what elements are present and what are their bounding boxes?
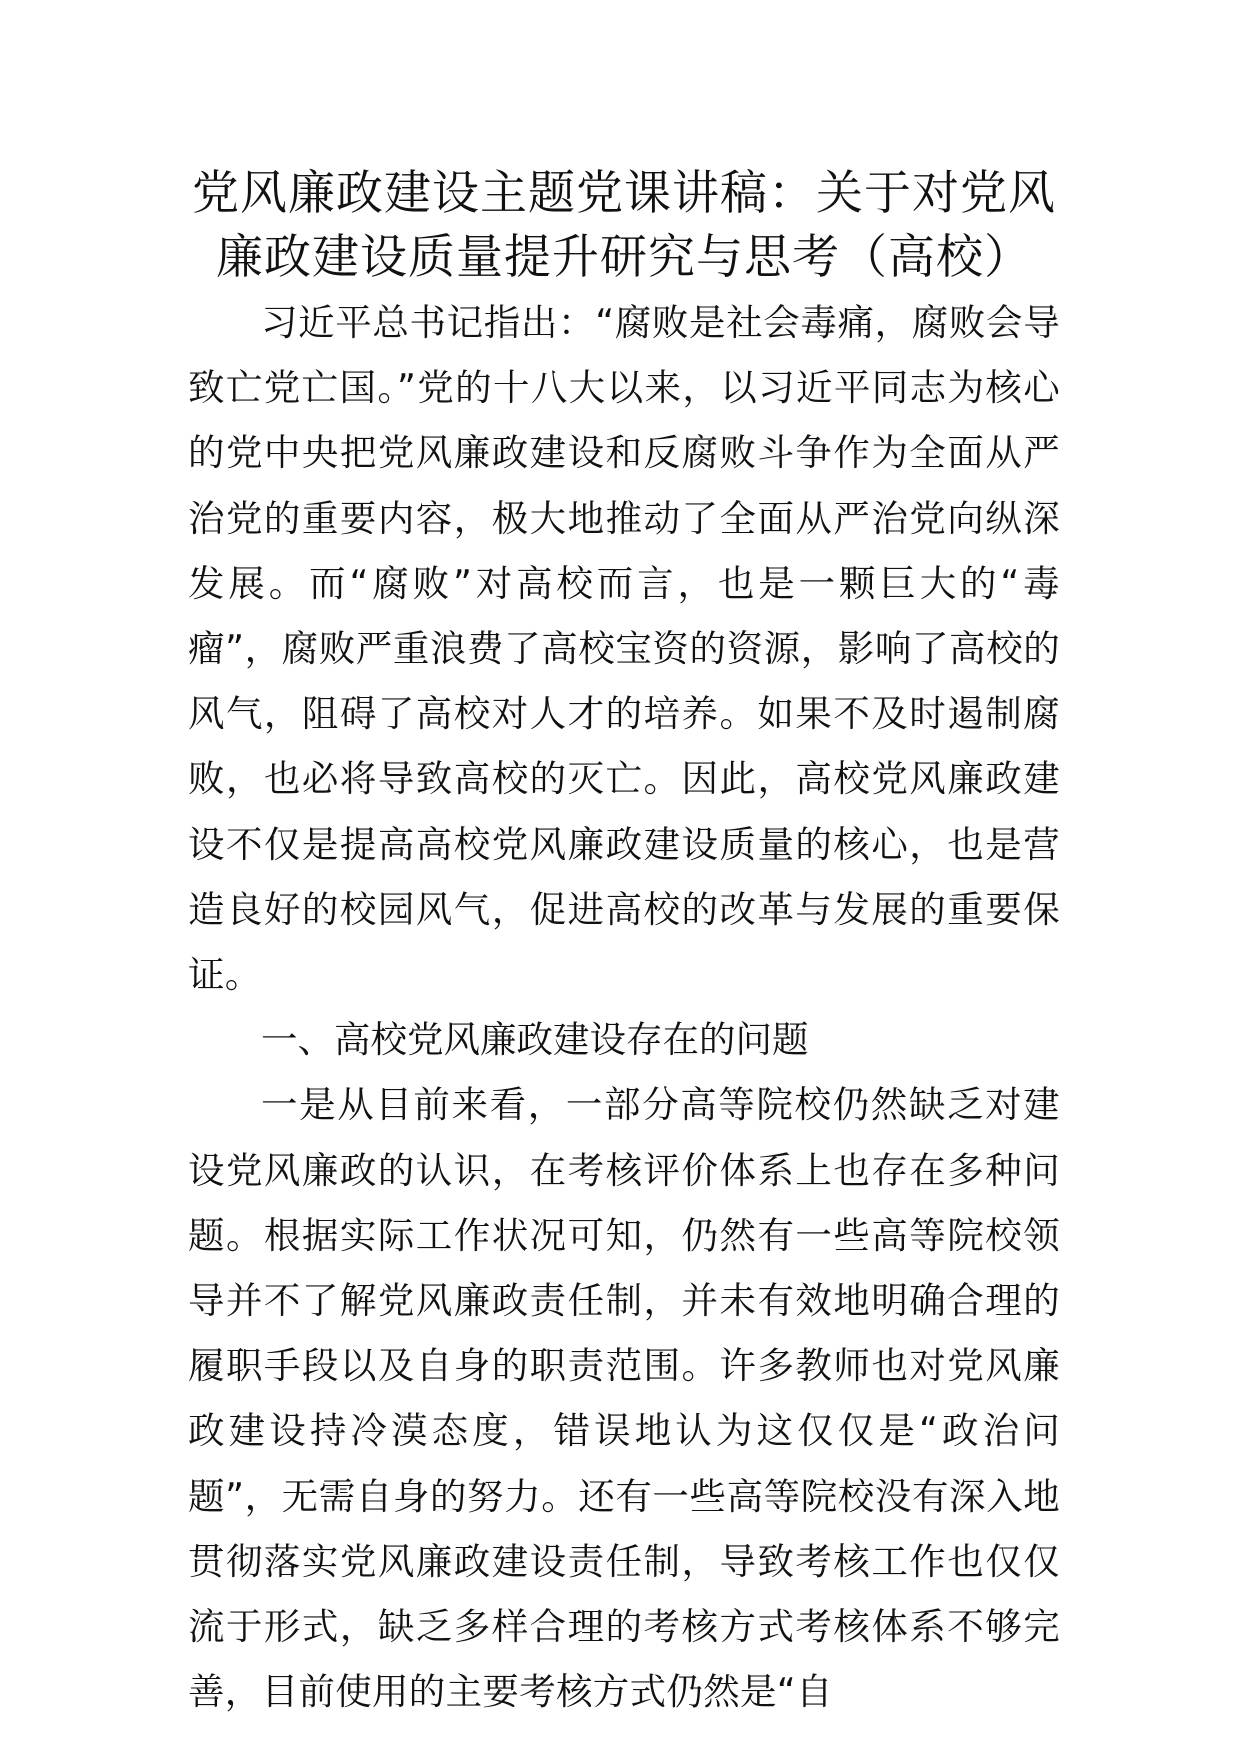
section-1-paragraph-1: 一是从目前来看，一部分高等院校仍然缺乏对建设党风廉政的认识，在考核评价体系上也存在多种问题。根据实际工作状况可知，仍然有一些高等院校领导并不了解党风廉政责任制，并未有效地明确合理的履职手段以及自身的职责范围。许多教师也对党风廉政建设持冷漠态度，错误地认为这仅仅是“政治问题”，无需自身的努力。还有一些高等院校没有深入地贯彻落实党风廉政建设责任制，导致考核工作也仅仅流于形式，缺乏多样合理的考核方式考核体系不够完善，目前使用的主要考核方式仍然是“自 <box>188 1083 1060 1714</box>
section-heading-1: 一、高校党风廉政建设存在的问题 <box>261 1018 809 1062</box>
document-title <box>188 162 1060 290</box>
intro-paragraph: 习近平总书记指出：“腐败是社会毒痛，腐败会导致亡党亡国。”党的十八大以来，以习近平同志为核心的党中央把党风廉政建设和反腐败斗争作为全面从严治党的重要内容，极大地推动了全面从严治党向纵深发展。而“腐败”对高校而言，也是一颗巨大的“毒瘤”，腐败严重浪费了高校宝资的资源，影响了高校的风气，阻碍了高校对人才的培养。如果不及时遏制腐败，也必将导致高校的灭亡。因此，高校党风廉政建设不仅是提高高校党风廉政建设质量的核心，也是营造良好的校园风气，促进高校的改革与发展的重要保证。 <box>188 301 1060 997</box>
document-body <box>188 162 1060 1724</box>
title-line-1: 党风廉政建设主题党课讲稿：关于对党风 <box>192 166 1056 221</box>
title-line-2: 廉政建设质量提升研究与思考（高校） <box>216 230 1032 285</box>
